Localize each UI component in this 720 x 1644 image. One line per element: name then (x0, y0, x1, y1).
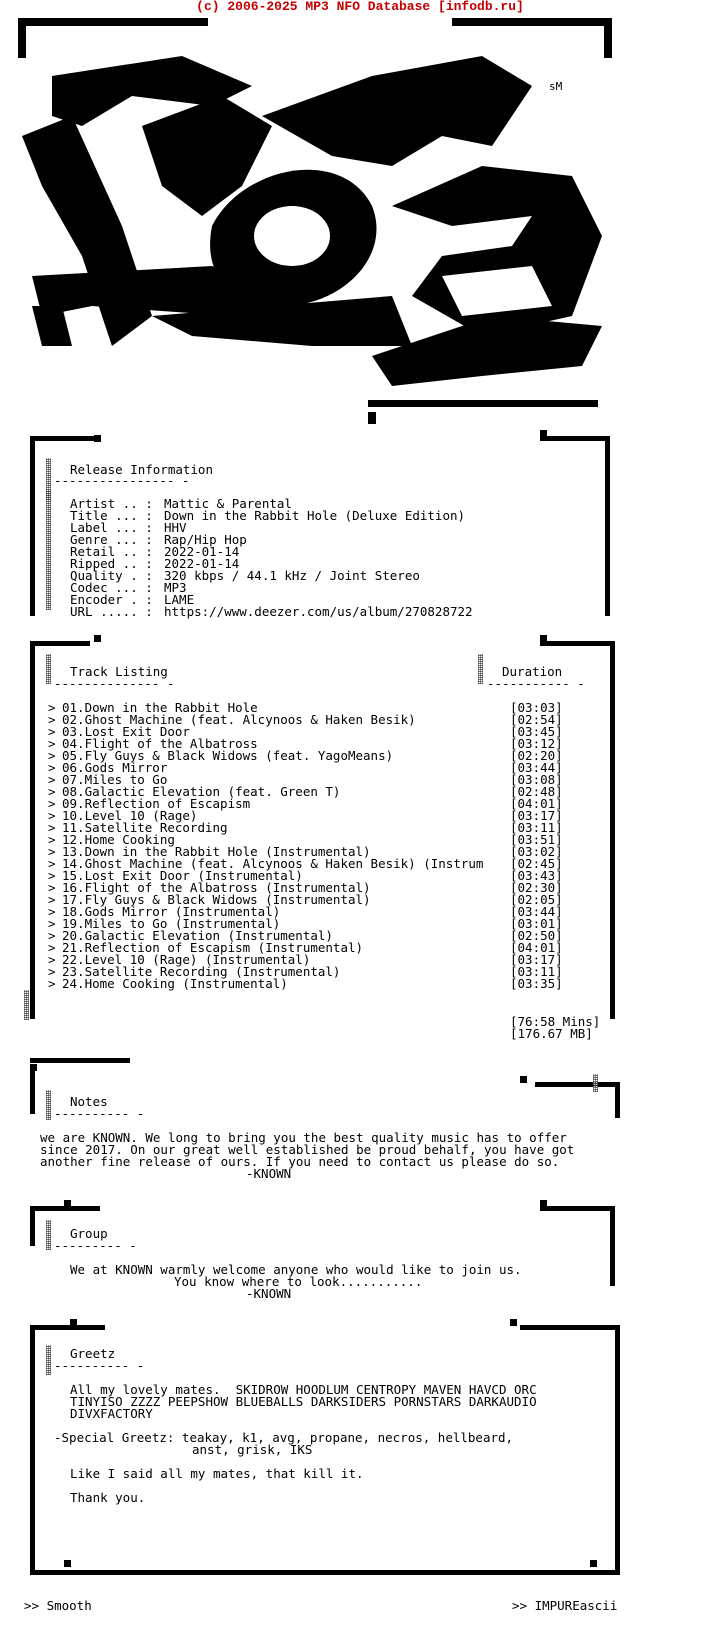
track-bullet: > (48, 808, 56, 823)
track-duration: [03:12] (510, 736, 563, 751)
release-field-label: Codec ... : (70, 580, 153, 595)
track-title: 24.Home Cooking (Instrumental) (62, 976, 288, 991)
track-duration: [03:08] (510, 772, 563, 787)
track-duration: [03:45] (510, 724, 563, 739)
box-right-border (610, 641, 615, 1019)
track-title: 17.Fly Guys & Black Widows (Instrumental) (62, 892, 371, 907)
release-field-label: URL ..... : (70, 604, 153, 619)
release-field-value: Rap/Hip Hop (164, 532, 247, 547)
total-time: [76:58 Mins] (510, 1014, 601, 1029)
track-title: 13.Down in the Rabbit Hole (Instrumental) (62, 844, 371, 859)
box-corner-mark (540, 1200, 547, 1207)
track-title: 16.Flight of the Albatross (Instrumental) (62, 880, 371, 895)
release-field-value: 320 kbps / 44.1 kHz / Joint Stereo (164, 568, 420, 583)
track-bullet: > (48, 796, 56, 811)
track-bullet: > (48, 784, 56, 799)
track-duration: [02:48] (510, 784, 563, 799)
track-bullet: > (48, 844, 56, 859)
release-field-label: Retail .. : (70, 544, 153, 559)
nfo-database-header (0, 0, 720, 13)
title-underline: -------------- - (54, 676, 175, 691)
greetz-section-title: Greetz (70, 1346, 116, 1361)
track-title: 22.Level 10 (Rage) (Instrumental) (62, 952, 311, 967)
track-bullet: > (48, 772, 56, 787)
track-title: 07.Miles to Go (62, 772, 168, 787)
box-top-right-bar (540, 641, 615, 646)
track-bullet: > (48, 760, 56, 775)
release-field-value: 2022-01-14 (164, 544, 240, 559)
group-line: We at KNOWN warmly welcome anyone who would like to join us. (70, 1262, 522, 1277)
track-bullet: > (48, 724, 56, 739)
track-bullet: > (48, 904, 56, 919)
group-line: You know where to look........... (174, 1274, 423, 1289)
logo-art (12, 16, 612, 426)
track-bullet: > (48, 820, 56, 835)
track-bullet: > (48, 736, 56, 751)
group-section-title: Group (70, 1226, 108, 1241)
track-duration: [04:01] (510, 940, 563, 955)
box-shade (46, 1090, 51, 1120)
total-size: [176.67 MB] (510, 1026, 593, 1041)
track-title: 08.Galactic Elevation (feat. Green T) (62, 784, 341, 799)
copyright-link[interactable]: (c) 2006-2025 MP3 NFO Database [infodb.ru] (196, 0, 524, 14)
box-corner-mark (64, 1560, 71, 1567)
greetz-closing-line: Like I said all my mates, that kill it. (70, 1466, 364, 1481)
track-title: 03.Lost Exit Door (62, 724, 190, 739)
box-corner-mark (94, 635, 101, 642)
box-corner-mark (520, 1076, 527, 1083)
track-duration: [03:43] (510, 868, 563, 883)
box-right-border (615, 1082, 620, 1118)
track-bullet: > (48, 880, 56, 895)
track-duration: [03:44] (510, 760, 563, 775)
track-title: 06.Gods Mirror (62, 760, 168, 775)
tracklist-section-title: Track Listing (70, 664, 168, 679)
track-title: 23.Satellite Recording (Instrumental) (62, 964, 341, 979)
ascii-logo (12, 16, 612, 426)
track-bullet: > (48, 700, 56, 715)
title-underline: ---------- - (54, 1106, 145, 1121)
box-left-border (30, 641, 35, 1019)
release-field-label: Label ... : (70, 520, 153, 535)
box-right-border (610, 1206, 615, 1286)
box-shade (46, 654, 51, 684)
box-corner-mark (510, 1319, 517, 1326)
track-duration: [03:17] (510, 952, 563, 967)
box-shade (46, 1220, 51, 1250)
release-field-label: Artist .. : (70, 496, 153, 511)
notes-line: since 2017. On our great well established be proud behalf, you have got (40, 1142, 575, 1157)
track-title: 20.Galactic Elevation (Instrumental) (62, 928, 333, 943)
box-top-left-bar (30, 1325, 105, 1330)
track-bullet: > (48, 856, 56, 871)
track-title: 18.Gods Mirror (Instrumental) (62, 904, 281, 919)
track-title: 01.Down in the Rabbit Hole (62, 700, 258, 715)
release-field-value: LAME (164, 592, 195, 607)
track-title: 21.Reflection of Escapism (Instrumental) (62, 940, 364, 955)
release-field-value: 2022-01-14 (164, 556, 240, 571)
box-corner-mark (540, 430, 547, 437)
title-underline: ----------- - (487, 676, 585, 691)
track-title: 15.Lost Exit Door (Instrumental) (62, 868, 303, 883)
release-field-label: Genre ... : (70, 532, 153, 547)
track-duration: [03:35] (510, 976, 563, 991)
title-underline: --------- - (54, 1238, 137, 1253)
release-field-value: HHV (164, 520, 187, 535)
duration-column-title: Duration (502, 664, 563, 679)
track-bullet: > (48, 916, 56, 931)
release-field-value: Down in the Rabbit Hole (Deluxe Edition) (164, 508, 466, 523)
box-left-border (30, 1325, 35, 1570)
track-bullet: > (48, 928, 56, 943)
footer-credit-right: >> IMPUREascii (512, 1598, 618, 1613)
release-field-label: Quality . : (70, 568, 153, 583)
release-section-title: Release Information (70, 462, 213, 477)
box-top-right-bar (535, 1082, 615, 1087)
notes-line: another fine release of ours. If you need to contact us please do so. (40, 1154, 560, 1169)
track-bullet: > (48, 748, 56, 763)
track-title: 14.Ghost Machine (feat. Alcynoos & Haken Besik) (Instrum (62, 856, 484, 871)
track-duration: [02:54] (510, 712, 563, 727)
track-duration: [03:11] (510, 964, 563, 979)
track-title: 12.Home Cooking (62, 832, 175, 847)
box-top-left-bar (30, 436, 95, 441)
track-duration: [03:51] (510, 832, 563, 847)
track-title: 02.Ghost Machine (feat. Alcynoos & Haken Besik) (62, 712, 416, 727)
track-title: 04.Flight of the Albatross (62, 736, 258, 751)
box-shade (478, 654, 483, 684)
track-duration: [03:03] (510, 700, 563, 715)
track-bullet: > (48, 712, 56, 727)
track-bullet: > (48, 940, 56, 955)
track-duration: [03:11] (510, 820, 563, 835)
track-duration: [03:02] (510, 844, 563, 859)
track-title: 05.Fly Guys & Black Widows (feat. YagoMeans) (62, 748, 394, 763)
box-top-left-bar (30, 1058, 130, 1063)
notes-line: we are KNOWN. We long to bring you the best quality music has to offer (40, 1130, 567, 1145)
release-field-value: Mattic & Parental (164, 496, 292, 511)
box-corner-mark (540, 635, 547, 642)
box-corner-mark (64, 1200, 71, 1207)
track-bullet: > (48, 892, 56, 907)
track-title: 10.Level 10 (Rage) (62, 808, 198, 823)
track-duration: [03:01] (510, 916, 563, 931)
release-field-label: Ripped .. : (70, 556, 153, 571)
box-corner-mark (94, 435, 101, 442)
track-duration: [04:01] (510, 796, 563, 811)
track-duration: [02:45] (510, 856, 563, 871)
track-bullet: > (48, 964, 56, 979)
release-field-value[interactable]: https://www.deezer.com/us/album/270828722 (164, 604, 473, 619)
track-duration: [02:50] (510, 928, 563, 943)
box-corner-mark (70, 1319, 77, 1326)
title-underline: ---------- - (54, 1358, 145, 1373)
title-underline: ---------------- - (54, 473, 190, 488)
box-bottom-bar (30, 1570, 620, 1575)
box-right-border (605, 436, 610, 616)
track-duration: [03:44] (510, 904, 563, 919)
box-shade (46, 490, 51, 610)
greetz-mates-line: TINYISO ZZZZ PEEPSHOW BLUEBALLS DARKSIDERS PORNSTARS DARKAUDIO (70, 1394, 537, 1409)
greetz-closing-line: Thank you. (70, 1490, 146, 1505)
track-bullet: > (48, 868, 56, 883)
footer-credit-left: >> Smooth (24, 1598, 92, 1613)
box-corner-mark (590, 1560, 597, 1567)
group-line: -KNOWN (246, 1286, 292, 1301)
track-title: 09.Reflection of Escapism (62, 796, 251, 811)
box-shade (593, 1074, 598, 1092)
box-left-border (30, 1206, 35, 1246)
greetz-special-line: anst, grisk, IKS (192, 1442, 313, 1457)
box-shade (24, 990, 29, 1020)
track-title: 11.Satellite Recording (62, 820, 228, 835)
logo-signature: sM (549, 80, 563, 93)
greetz-special-line: -Special Greetz: teakay, k1, avg, propane, necros, hellbeard, (54, 1430, 514, 1445)
box-left-border (30, 1064, 35, 1114)
track-bullet: > (48, 832, 56, 847)
notes-line: -KNOWN (246, 1166, 292, 1181)
greetz-mates-line: DIVXFACTORY (70, 1406, 153, 1421)
greetz-mates-line: All my lovely mates. SKIDROW HOODLUM CENTROPY MAVEN HAVCD ORC (70, 1382, 537, 1397)
track-duration: [03:17] (510, 808, 563, 823)
track-duration: [02:20] (510, 748, 563, 763)
box-top-right-bar (540, 436, 610, 441)
track-duration: [02:30] (510, 880, 563, 895)
box-top-right-bar (520, 1325, 620, 1330)
box-shade (46, 1345, 51, 1375)
release-field-label: Encoder . : (70, 592, 153, 607)
track-bullet: > (48, 952, 56, 967)
box-top-right-bar (540, 1206, 615, 1211)
release-field-label: Title ... : (70, 508, 153, 523)
release-field-value: MP3 (164, 580, 187, 595)
box-left-border (30, 436, 35, 616)
track-bullet: > (48, 976, 56, 991)
track-duration: [02:05] (510, 892, 563, 907)
box-right-border (615, 1325, 620, 1570)
track-title: 19.Miles to Go (Instrumental) (62, 916, 281, 931)
box-top-left-bar (30, 641, 90, 646)
notes-section-title: Notes (70, 1094, 108, 1109)
